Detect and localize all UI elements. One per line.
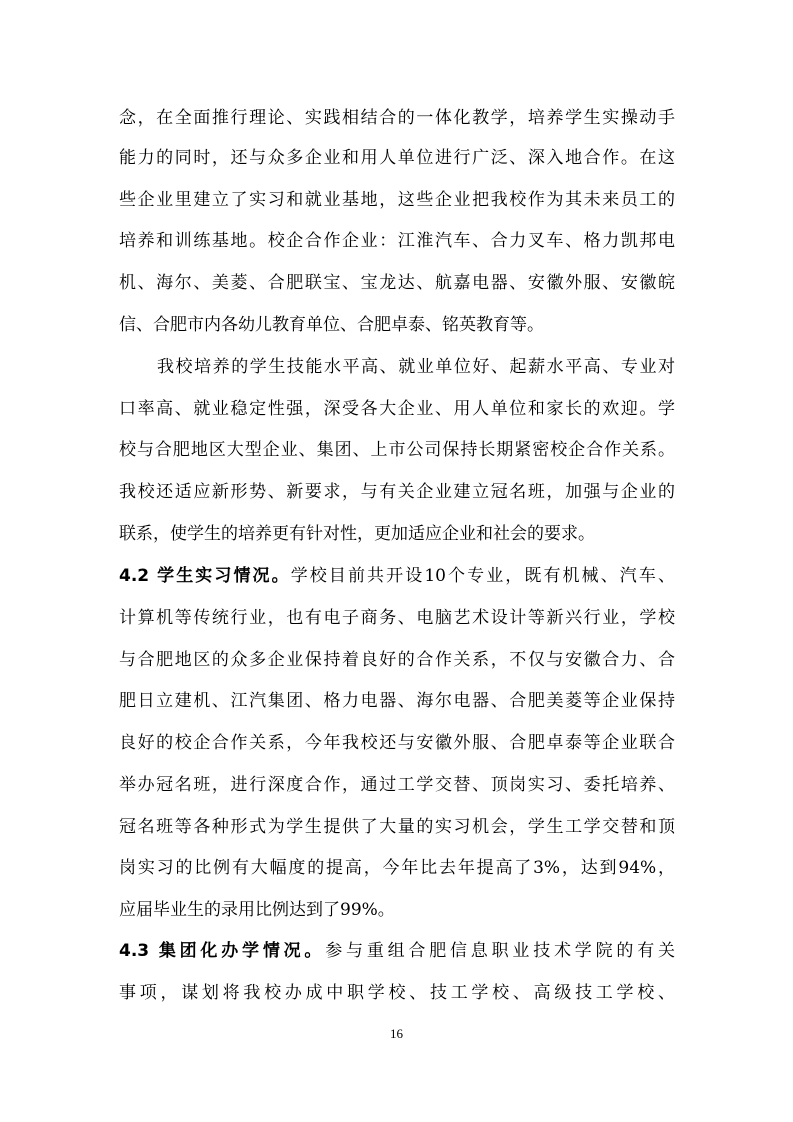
page-number: 16 [390, 1026, 403, 1041]
section-4-2-line-5: 良好的校企合作关系，今年我校还与安徽外服、合肥卓泰等企业联合 [119, 733, 675, 753]
paragraph-2-line-3: 校与合肥地区大型企业、集团、上市公司保持长期紧密校企合作关系。 [119, 440, 675, 460]
paragraph-2-line-2: 口率高、就业稳定性强，深受各大企业、用人单位和家长的欢迎。学 [119, 399, 675, 419]
section-4-2-line-3: 与合肥地区的众多企业保持着良好的合作关系，不仅与安徽合力、合 [119, 650, 675, 670]
paragraph-1-line-6: 信、合肥市内各幼儿教育单位、合肥卓泰、铭英教育等。 [119, 315, 544, 335]
section-4-3-heading: 4.3 集团化办学情况。 [119, 941, 326, 961]
section-4-2-first-line-text: 学校目前共开设10个专业，既有机械、汽车、 [290, 566, 675, 586]
section-4-2-line-6: 举办冠名班，进行深度合作，通过工学交替、顶岗实习、委托培养、 [119, 775, 675, 795]
paragraph-2-line-1: 我校培养的学生技能水平高、就业单位好、起薪水平高、专业对 [157, 357, 675, 377]
paragraph-1-line-4: 培养和训练基地。校企合作企业：江淮汽车、合力叉车、格力凯邦电 [119, 231, 675, 251]
section-4-2-line-2: 计算机等传统行业，也有电子商务、电脑艺术设计等新兴行业，学校 [119, 608, 675, 628]
section-4-2-heading: 4.2 学生实习情况。 [119, 566, 291, 586]
section-4-2-line-9: 应届毕业生的录用比例达到了99%。 [119, 900, 395, 920]
section-4-2-line-8: 岗实习的比例有大幅度的提高，今年比去年提高了3%，达到94%， [119, 858, 675, 878]
paragraph-1-line-3: 些企业里建立了实习和就业基地，这些企业把我校作为其未来员工的 [119, 190, 675, 210]
section-4-2-line-1 [119, 564, 675, 588]
paragraph-2-line-5: 联系，使学生的培养更有针对性，更加适应企业和社会的要求。 [119, 524, 595, 544]
paragraph-1-line-2: 能力的同时，还与众多企业和用人单位进行广泛、深入地合作。在这 [119, 148, 675, 168]
section-4-3-first-line-text: 参与重组合肥信息职业技术学院的有关 [325, 941, 675, 961]
paragraph-1-line-1: 念，在全面推行理论、实践相结合的一体化教学，培养学生实操动手 [119, 108, 675, 128]
paragraph-1-line-5: 机、海尔、美菱、合肥联宝、宝龙达、航嘉电器、安徽外服、安徽皖 [119, 273, 675, 293]
section-4-2-line-7: 冠名班等各种形式为学生提供了大量的实习机会，学生工学交替和顶 [119, 817, 675, 837]
section-4-2-line-4: 肥日立建机、江汽集团、格力电器、海尔电器、合肥美菱等企业保持 [119, 691, 675, 711]
section-4-3-line-1 [119, 939, 675, 963]
paragraph-2-line-4: 我校还适应新形势、新要求，与有关企业建立冠名班，加强与企业的 [119, 482, 675, 502]
section-4-3-line-2: 事项，谋划将我校办成中职学校、技工学校、高级技工学校、 [119, 983, 675, 1003]
